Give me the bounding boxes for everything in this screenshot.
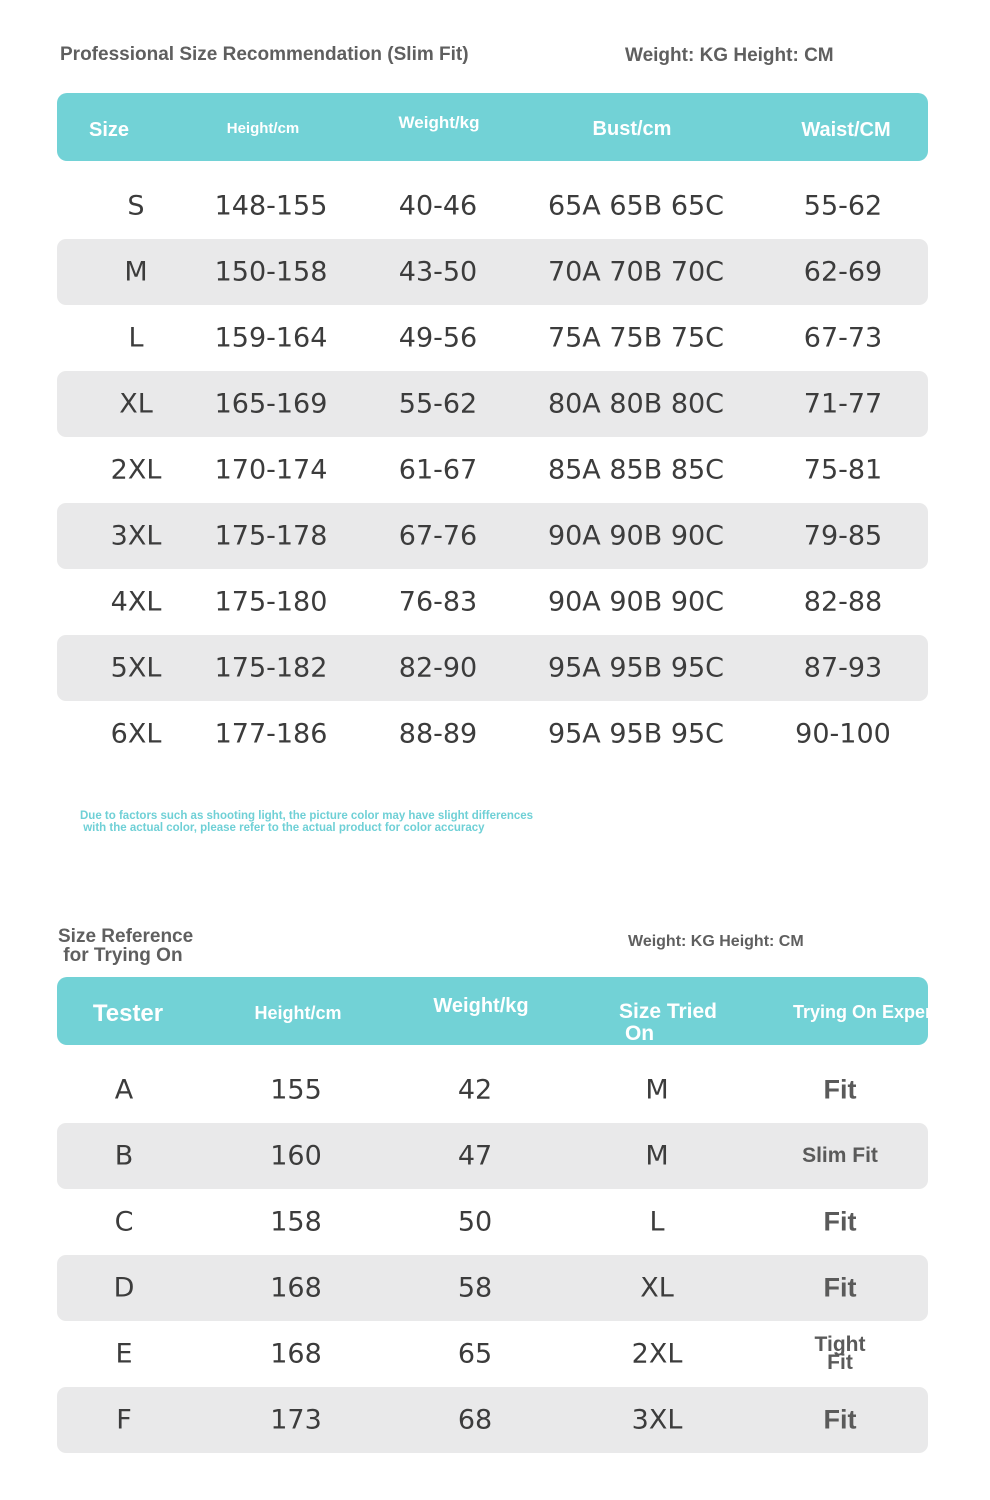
tryon-cell-size: 2XL bbox=[631, 1338, 683, 1370]
size-cell-waist: 67-73 bbox=[803, 322, 883, 354]
size-cell-weight: 88-89 bbox=[398, 718, 478, 750]
tryon-row bbox=[57, 1057, 928, 1123]
size-cell-waist: 87-93 bbox=[803, 652, 883, 684]
tryon-cell-experience: Fit bbox=[823, 1404, 857, 1435]
size-cell-height: 150-158 bbox=[214, 256, 328, 288]
tryon-cell-weight: 68 bbox=[457, 1404, 493, 1436]
size-cell-size: 5XL bbox=[110, 652, 162, 684]
size-cell-bust: 70A 70B 70C bbox=[547, 256, 725, 288]
size-chart-title: Professional Size Recommendation (Slim Fit) bbox=[60, 44, 469, 65]
size-chart-header bbox=[57, 93, 928, 161]
tryon-cell-size: L bbox=[649, 1206, 665, 1238]
tryon-cell-weight: 42 bbox=[457, 1074, 493, 1106]
tryon-row bbox=[57, 1255, 928, 1321]
size-cell-height: 175-180 bbox=[214, 586, 328, 618]
size-cell-size: 6XL bbox=[110, 718, 162, 750]
size-cell-size: 4XL bbox=[110, 586, 162, 618]
size-cell-bust: 90A 90B 90C bbox=[547, 520, 725, 552]
size-cell-waist: 82-88 bbox=[803, 586, 883, 618]
size-cell-size: 2XL bbox=[110, 454, 162, 486]
size-cell-bust: 95A 95B 95C bbox=[547, 652, 725, 684]
tryon-cell-experience: Slim Fit bbox=[802, 1144, 878, 1168]
header-size-tried bbox=[619, 1001, 717, 1045]
size-cell-waist: 71-77 bbox=[803, 388, 883, 420]
tryon-row bbox=[57, 1387, 928, 1453]
tryon-cell-experience: Fit bbox=[823, 1206, 857, 1237]
tryon-cell-tester: F bbox=[116, 1404, 132, 1436]
tryon-title bbox=[58, 927, 193, 965]
header-weight: Weight/kg bbox=[398, 113, 480, 132]
size-cell-bust: 85A 85B 85C bbox=[547, 454, 725, 486]
tryon-units: Weight: KG Height: CM bbox=[628, 933, 804, 950]
size-cell-bust: 95A 95B 95C bbox=[547, 718, 725, 750]
tryon-cell-weight: 65 bbox=[457, 1338, 493, 1370]
header-waist: Waist/CM bbox=[801, 119, 891, 141]
tryon-cell-experience: Fit bbox=[823, 1074, 857, 1105]
color-disclaimer bbox=[80, 810, 533, 834]
tryon-cell-tester: E bbox=[115, 1338, 133, 1370]
tryon-cell-height: 160 bbox=[270, 1140, 322, 1172]
tryon-cell-tester: D bbox=[113, 1272, 135, 1304]
header-height: Height/cm bbox=[226, 120, 300, 137]
header-size-tried-line1: Size Tried bbox=[618, 1000, 718, 1023]
color-disclaimer-line2: with the actual color, please refer to the actual product for color accuracy bbox=[80, 822, 485, 834]
tryon-cell-size: M bbox=[645, 1074, 669, 1106]
size-row bbox=[57, 503, 928, 569]
size-cell-weight: 40-46 bbox=[398, 190, 478, 222]
size-row bbox=[57, 305, 928, 371]
size-cell-waist: 90-100 bbox=[795, 718, 891, 750]
size-cell-bust: 65A 65B 65C bbox=[547, 190, 725, 222]
size-cell-weight: 76-83 bbox=[398, 586, 478, 618]
tryon-cell-height: 158 bbox=[270, 1206, 322, 1238]
size-row bbox=[57, 701, 928, 767]
tryon-cell-weight: 47 bbox=[457, 1140, 493, 1172]
size-cell-size: 3XL bbox=[110, 520, 162, 552]
size-cell-size: L bbox=[128, 322, 144, 354]
size-row bbox=[57, 437, 928, 503]
size-row bbox=[57, 569, 928, 635]
size-cell-waist: 55-62 bbox=[803, 190, 883, 222]
size-cell-size: S bbox=[127, 190, 145, 222]
size-cell-height: 148-155 bbox=[214, 190, 328, 222]
size-row bbox=[57, 635, 928, 701]
tryon-cell-size: 3XL bbox=[631, 1404, 683, 1436]
size-cell-waist: 79-85 bbox=[803, 520, 883, 552]
size-cell-bust: 75A 75B 75C bbox=[547, 322, 725, 354]
tryon-cell-height: 173 bbox=[270, 1404, 322, 1436]
size-cell-height: 170-174 bbox=[214, 454, 328, 486]
header-size: Size bbox=[88, 119, 130, 141]
size-cell-size: XL bbox=[119, 388, 153, 420]
header-tryon-weight: Weight/kg bbox=[433, 995, 529, 1017]
size-row bbox=[57, 371, 928, 437]
tryon-cell-tester: A bbox=[114, 1074, 134, 1106]
color-disclaimer-line1: Due to factors such as shooting light, the picture color may have slight differences bbox=[80, 810, 534, 822]
size-cell-height: 177-186 bbox=[214, 718, 328, 750]
header-tryon-height: Height/cm bbox=[254, 1003, 342, 1023]
tryon-cell-weight: 58 bbox=[457, 1272, 493, 1304]
tryon-cell-height: 155 bbox=[270, 1074, 322, 1106]
size-cell-waist: 62-69 bbox=[803, 256, 883, 288]
tryon-row bbox=[57, 1189, 928, 1255]
size-cell-height: 175-178 bbox=[214, 520, 328, 552]
tryon-cell-experience: Tight Fit bbox=[814, 1333, 866, 1374]
tryon-row bbox=[57, 1123, 928, 1189]
size-cell-weight: 55-62 bbox=[398, 388, 478, 420]
size-row bbox=[57, 173, 928, 239]
tryon-cell-height: 168 bbox=[270, 1338, 322, 1370]
header-experience: Trying On Experienc bbox=[793, 1002, 969, 1022]
tryon-cell-height: 168 bbox=[270, 1272, 322, 1304]
tryon-cell-weight: 50 bbox=[457, 1206, 493, 1238]
tryon-cell-tester: C bbox=[114, 1206, 134, 1238]
size-row bbox=[57, 239, 928, 305]
header-bust: Bust/cm bbox=[592, 118, 672, 140]
tryon-title-line1: Size Reference bbox=[58, 926, 194, 947]
size-cell-weight: 43-50 bbox=[398, 256, 478, 288]
size-chart-units: Weight: KG Height: CM bbox=[625, 45, 834, 66]
tryon-row bbox=[57, 1321, 928, 1387]
size-cell-waist: 75-81 bbox=[803, 454, 883, 486]
tryon-cell-size: M bbox=[645, 1140, 669, 1172]
size-cell-height: 159-164 bbox=[214, 322, 328, 354]
header-tester: Tester bbox=[92, 1000, 164, 1027]
size-cell-weight: 61-67 bbox=[398, 454, 478, 486]
size-cell-height: 175-182 bbox=[214, 652, 328, 684]
tryon-cell-tester: B bbox=[114, 1140, 134, 1172]
size-cell-height: 165-169 bbox=[214, 388, 328, 420]
tryon-cell-experience: Fit bbox=[823, 1272, 857, 1303]
size-cell-weight: 82-90 bbox=[398, 652, 478, 684]
size-cell-bust: 90A 90B 90C bbox=[547, 586, 725, 618]
size-cell-size: M bbox=[124, 256, 148, 288]
size-cell-bust: 80A 80B 80C bbox=[547, 388, 725, 420]
tryon-title-line2: for Trying On bbox=[58, 945, 183, 966]
tryon-cell-size: XL bbox=[640, 1272, 674, 1304]
size-cell-weight: 49-56 bbox=[398, 322, 478, 354]
header-size-tried-line2: On bbox=[624, 1022, 655, 1045]
size-cell-weight: 67-76 bbox=[398, 520, 478, 552]
